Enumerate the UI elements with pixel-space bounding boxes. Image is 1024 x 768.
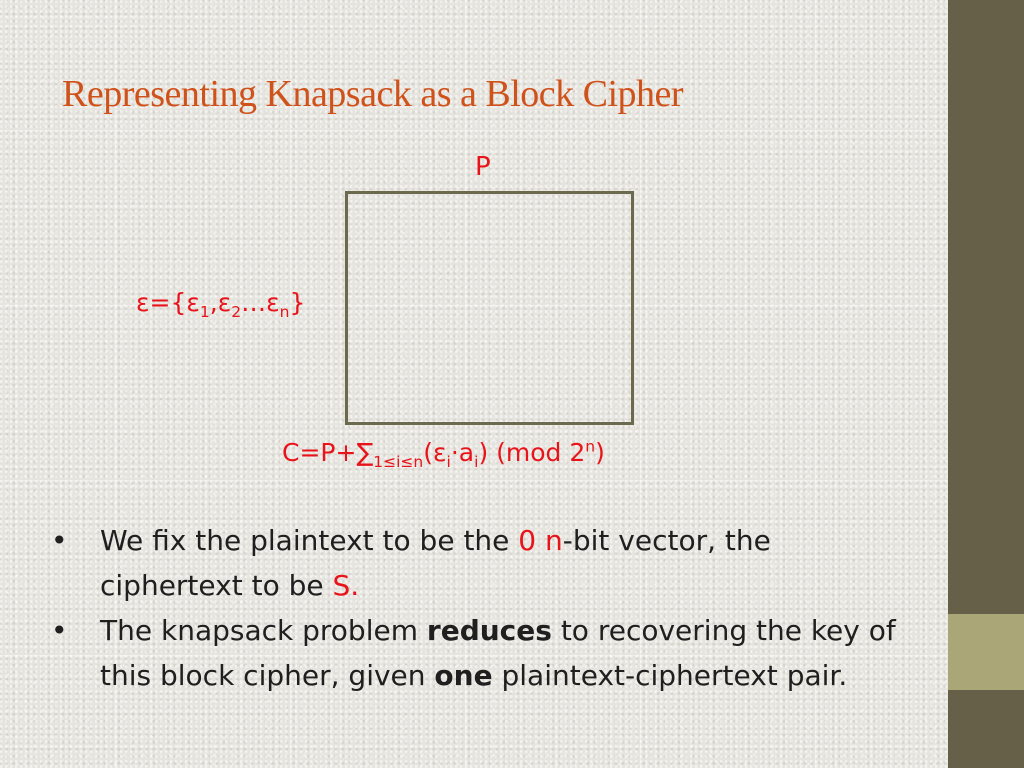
ciphertext-formula bbox=[282, 437, 605, 471]
bullet-2-bold-reduces: reduces bbox=[426, 614, 552, 647]
cipher-mod: ) (mod 2 bbox=[478, 438, 586, 467]
bullet-2-text-c: plaintext-ciphertext pair. bbox=[492, 659, 848, 692]
key-suffix: } bbox=[289, 288, 306, 317]
bullet-2-bold-one: one bbox=[434, 659, 493, 692]
key-sep-1: ,ε bbox=[209, 288, 232, 317]
block-cipher-box bbox=[345, 191, 634, 425]
bullet-2-text-a: The knapsack problem bbox=[100, 614, 427, 647]
bullet-marker: • bbox=[51, 524, 68, 557]
bullet-item-1 bbox=[48, 518, 908, 608]
cipher-sum-range: 1≤i≤n bbox=[373, 453, 424, 471]
bullet-list bbox=[48, 518, 908, 698]
bullet-2-text-b: to recovering the key of this block cipher, given bbox=[100, 614, 896, 692]
cipher-open: (ε bbox=[423, 438, 447, 467]
key-sub-1: 1 bbox=[199, 303, 210, 321]
bullet-1-highlight-s: S. bbox=[332, 569, 360, 602]
right-sidebar-bar bbox=[948, 0, 1024, 768]
key-prefix: ε={ε bbox=[136, 288, 200, 317]
cipher-exponent: n bbox=[585, 437, 596, 456]
sidebar-accent-block bbox=[948, 614, 1024, 690]
plaintext-label: P bbox=[475, 152, 491, 182]
cipher-sub-i-2: i bbox=[474, 453, 479, 471]
bullet-1-text-a: We fix the plaintext to be the bbox=[100, 524, 519, 557]
bullet-1-text-b: -bit vector, the ciphertext to be bbox=[100, 524, 771, 602]
slide-title: Representing Knapsack as a Block Cipher bbox=[62, 73, 684, 115]
bullet-1-highlight-zero-vector: 0 n bbox=[518, 524, 563, 557]
key-sep-2: …ε bbox=[241, 288, 280, 317]
cipher-mid: ·a bbox=[450, 438, 475, 467]
cipher-sub-i-1: i bbox=[446, 453, 451, 471]
bullet-marker: • bbox=[51, 614, 68, 647]
cipher-close: ) bbox=[595, 438, 605, 467]
key-sub-2: 2 bbox=[231, 303, 242, 321]
cipher-prefix: C=P+∑ bbox=[282, 438, 374, 467]
bullet-item-2 bbox=[48, 608, 908, 698]
key-sub-n: n bbox=[279, 303, 290, 321]
key-label bbox=[136, 288, 306, 321]
